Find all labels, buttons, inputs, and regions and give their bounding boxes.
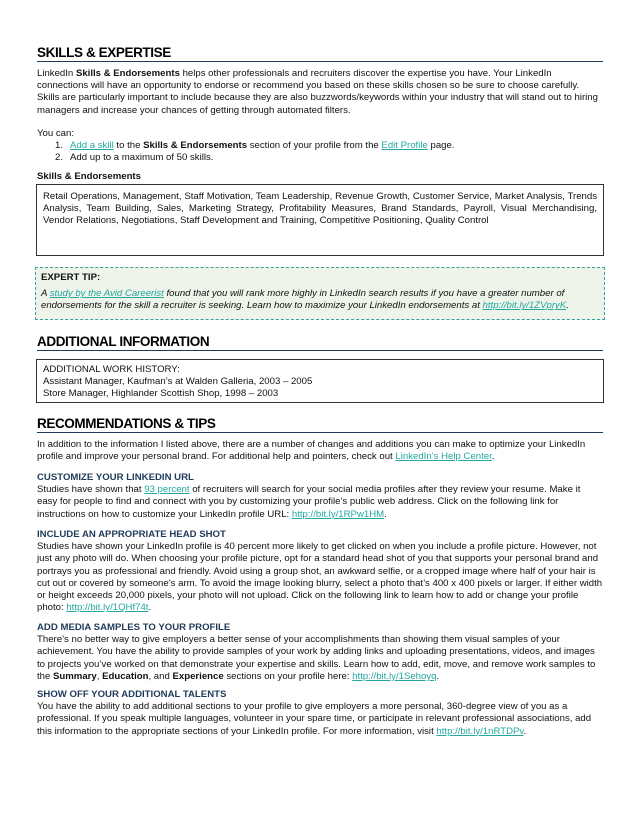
tip-end: . [566,300,569,312]
additional-talents-section [37,689,603,738]
you-can-section [37,128,603,165]
additional-sections-link[interactable]: http://bit.ly/1nRTDPv [436,725,524,737]
s2-text-a: Studies have shown your LinkedIn profile is 40 percent more likely to get clicked on when you include a profile picture. However, not just any photo will do. When choosing your profile picture, opt for a standard head shot of you that supports your personal brand and portrays you as professional and friendly. Avoid using a group shot, an awkward selfie, or a cropped image where half of your hair is cut out or covered by someone’s arm. To avoid the image looking blurry, select a photo that’s 400 x 400 pixels or larger. If either width or height exceeds 20,000 pixels, your photo will not upload. Click on the following link to learn how to add or change your profile photo: [37,541,603,614]
additional-info-heading: ADDITIONAL INFORMATION [37,336,603,351]
media-samples-section [37,622,603,683]
tip-lead: A [41,288,50,300]
step-2 [55,152,603,164]
skills-list-label: Skills & Endorsements [37,171,141,182]
s3-text-d: , and [148,670,173,682]
s3-education: Education [102,670,149,682]
expert-tip-box [35,267,605,320]
edit-profile-link[interactable]: Edit Profile [381,140,428,152]
s3-text-a: There’s no better way to give employers a better sense of your accomplishments than showing them visual samples of your achievement. You have the ability to provide samples of your work by adding links and uploading presentations, videos, and images to projects you’ve worked on that demonstrate your expertise and skills. Learn how to add, edit, move, and remove work samples to the [37,634,596,682]
skills-heading: SKILLS & EXPERTISE [37,47,603,62]
step-2-number: 2. [55,152,64,164]
recs-intro-text: In addition to the information I listed above, there are a number of changes and additions you can make to optimize your LinkedIn profile and improve your personal brand. For additional help and pointers, check out [37,439,586,463]
skills-intro-paragraph [37,68,603,117]
recommendations-heading: RECOMMENDATIONS & TIPS [37,418,603,433]
s1-text-a: Studies have shown that [37,484,145,496]
recommendations-intro [37,439,603,463]
avid-careerist-study-link[interactable]: study by the Avid Careerist [49,288,164,300]
step-1 [55,140,603,152]
s2-end: . [148,602,152,614]
work-history-item-2: Store Manager, Highlander Scottish Shop, 1998 – 2003 [43,388,279,400]
tip-body-text: found that you will rank more highly in LinkedIn search results if you have a greater number of endorsements for the skill a recruiter is seeking. Learn how to maximize your LinkedIn endorsements at [41,288,565,312]
customize-url-link[interactable]: http://bit.ly/1RPw1HM [291,508,385,520]
recs-intro-end: . [491,451,495,463]
step-1-end: page. [427,140,455,152]
work-history-label: ADDITIONAL WORK HISTORY: [43,364,180,375]
skills-list-box [36,184,604,256]
s3-text-c: , [96,670,103,682]
head-shot-section [37,529,603,614]
skills-intro-rest: helps other professionals and recruiters discover the expertise you have. Your LinkedIn connections will have an opportunity to endorse or recommend you based on these skills chosen so be sure to choose carefully. Skills are particularly important to include because they are also buzzwords/keywords within your industry that will stand out to hiring managers and increase your chances of getting through automated filters. [37,68,598,116]
93-percent-link[interactable]: 93 percent [144,484,190,496]
additional-talents-title: SHOW OFF YOUR ADDITIONAL TALENTS [37,689,227,700]
s3-experience: Experience [172,670,224,682]
step-1-text-b: section of your profile from the [247,140,382,152]
additional-info-box [36,359,604,403]
expert-tip-body [41,288,599,312]
customize-url-body [37,484,603,521]
additional-talents-body [37,701,603,738]
skills-list-text: Retail Operations, Management, Staff Motivation, Team Leadership, Revenue Growth, Customer Service, Market Analysis, Trends Analysis, Team Building, Sales, Marketing Strategy, Profitability Measures, Brand Standards, Payroll, Visual Merchandising, Vendor Relations, Negotiations, Staff Development and Training, Competitive Positioning, Quality Control [43,191,597,227]
s3-summary: Summary [53,670,97,682]
customize-url-title: CUSTOMIZE YOUR LINKEDIN URL [37,472,194,483]
endorsements-url-link[interactable]: http://bit.ly/1ZVpryK [482,300,567,312]
work-samples-link[interactable]: http://bit.ly/1Sehoyq [352,670,437,682]
head-shot-title: INCLUDE AN APPROPRIATE HEAD SHOT [37,529,226,540]
step-1-text-a: to the [113,140,144,152]
head-shot-body [37,541,603,614]
skills-steps-list [37,140,603,164]
skills-intro-bold: Skills & Endorsements [75,68,180,79]
media-samples-body [37,634,603,683]
step-2-text: Add up to a maximum of 50 skills. [70,152,214,164]
skills-intro-lead: LinkedIn [37,68,76,79]
s4-text-a: You have the ability to add additional sections to your profile to give employers a more personal, 360-degree view of you as a professional. If you speak multiple languages, volunteer in your spare time, or participate in relevant professional associations, add this information to the appropriate sections of your LinkedIn profile. For more information, visit [37,701,592,737]
add-skill-link[interactable]: Add a skill [70,140,114,152]
recommendations-intro-paragraph [37,439,603,463]
work-history-item-1: Assistant Manager, Kaufman’s at Walden Galleria, 2003 – 2005 [43,376,313,388]
media-samples-title: ADD MEDIA SAMPLES TO YOUR PROFILE [37,622,231,633]
expert-tip-title: EXPERT TIP: [41,272,101,283]
linkedin-help-center-link[interactable]: LinkedIn’s Help Center [395,451,492,463]
s3-text-e: sections on your profile here: [223,670,353,682]
s1-text-b: of recruiters will search for your social media profiles after they review your resume. Make it easy for people to find and connect with you by customizing your profile’s public web address. Click on the following link for instructions on how to customize your LinkedIn profile URL: [37,484,581,520]
step-1-number: 1. [55,140,64,152]
profile-photo-link[interactable]: http://bit.ly/1QHf74t [66,602,149,614]
s1-end: . [384,508,387,520]
s3-end: . [436,670,440,682]
skills-intro [37,68,603,117]
step-1-bold: Skills & Endorsements [143,140,248,152]
you-can-label: You can: [37,128,74,139]
s4-end: . [523,725,527,737]
customize-url-section [37,472,603,521]
